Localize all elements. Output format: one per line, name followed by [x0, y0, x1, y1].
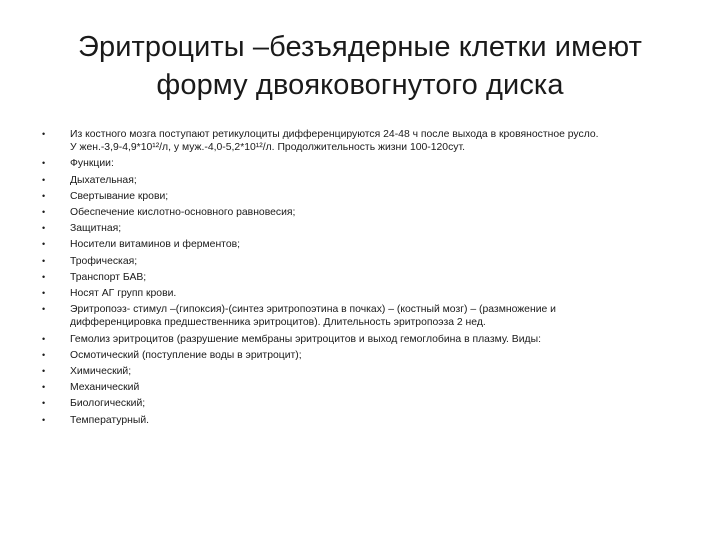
list-item-text: Обеспечение кислотно-основного равновесия;	[70, 207, 296, 219]
bullet-icon: •	[42, 207, 46, 218]
list-item-text: Носят АГ групп крови.	[70, 288, 177, 300]
list-item-text: Эритропоэз- стимул –(гипоксия)-(синтез эритропоэтина в почках) – (костный мозг) – (размножение и	[70, 304, 556, 316]
list-item	[42, 333, 682, 346]
list-item	[42, 190, 682, 203]
list-item-text: Биологический;	[70, 398, 146, 410]
list-item	[42, 174, 682, 187]
list-item-text: Транспорт БАВ;	[70, 271, 147, 283]
list-item-text: Химический;	[70, 366, 132, 378]
bullet-list	[42, 128, 682, 430]
list-item-text: Функции:	[70, 158, 114, 170]
list-item	[42, 349, 682, 362]
list-item	[42, 381, 682, 394]
list-item-text-continued: дифференцировка предшественника эритроцитов). Длительность эритропоэза 2 нед.	[70, 317, 486, 329]
bullet-icon: •	[42, 190, 46, 201]
list-item	[42, 255, 682, 268]
list-item	[42, 414, 682, 427]
list-item-text: Температурный.	[70, 414, 150, 426]
list-item-text-continued: У жен.-3,9-4,9*10¹²/л, у муж.-4,0-5,2*10¹²/л. Продолжительность жизни 100-120сут.	[70, 142, 465, 154]
list-item-text: Дыхательная;	[70, 174, 137, 186]
list-item	[42, 128, 682, 154]
bullet-icon: •	[42, 382, 46, 393]
list-item-text: Механический	[70, 382, 140, 394]
bullet-icon: •	[42, 349, 46, 360]
list-item	[42, 238, 682, 251]
bullet-icon: •	[42, 174, 46, 185]
list-item	[42, 206, 682, 219]
list-item-text: Трофическая;	[70, 255, 138, 267]
bullet-icon: •	[42, 398, 46, 409]
bullet-icon: •	[42, 414, 46, 425]
list-item	[42, 397, 682, 410]
list-item-text: Осмотический (поступление воды в эритроцит);	[70, 349, 302, 361]
bullet-icon: •	[42, 304, 46, 315]
list-item	[42, 157, 682, 170]
bullet-icon: •	[42, 271, 46, 282]
bullet-icon: •	[42, 288, 46, 299]
bullet-icon: •	[42, 129, 46, 139]
list-item-text: Из костного мозга поступают ретикулоциты дифференцируются 24-48 ч после выхода в кровяностное русло.	[70, 129, 599, 140]
list-item	[42, 222, 682, 235]
bullet-icon: •	[42, 223, 46, 234]
list-item-text: Защитная;	[70, 223, 122, 235]
bullet-icon: •	[42, 239, 46, 250]
list-item	[42, 271, 682, 284]
bullet-icon: •	[42, 333, 46, 344]
list-item	[42, 365, 682, 378]
bullet-icon: •	[42, 158, 46, 169]
list-item-text: Гемолиз эритроцитов (разрушение мембраны эритроцитов и выход гемоглобина в плазму. Виды:	[70, 333, 541, 345]
list-item	[42, 287, 682, 300]
slide-title: Эритроциты –безъядерные клетки имеют форму двояковогнутого диска	[78, 31, 642, 101]
bullet-icon: •	[42, 366, 46, 377]
list-item-text: Носители витаминов и ферментов;	[70, 239, 241, 251]
list-item-text: Свертывание крови;	[70, 190, 169, 202]
list-item	[42, 303, 682, 329]
bullet-icon: •	[42, 255, 46, 266]
